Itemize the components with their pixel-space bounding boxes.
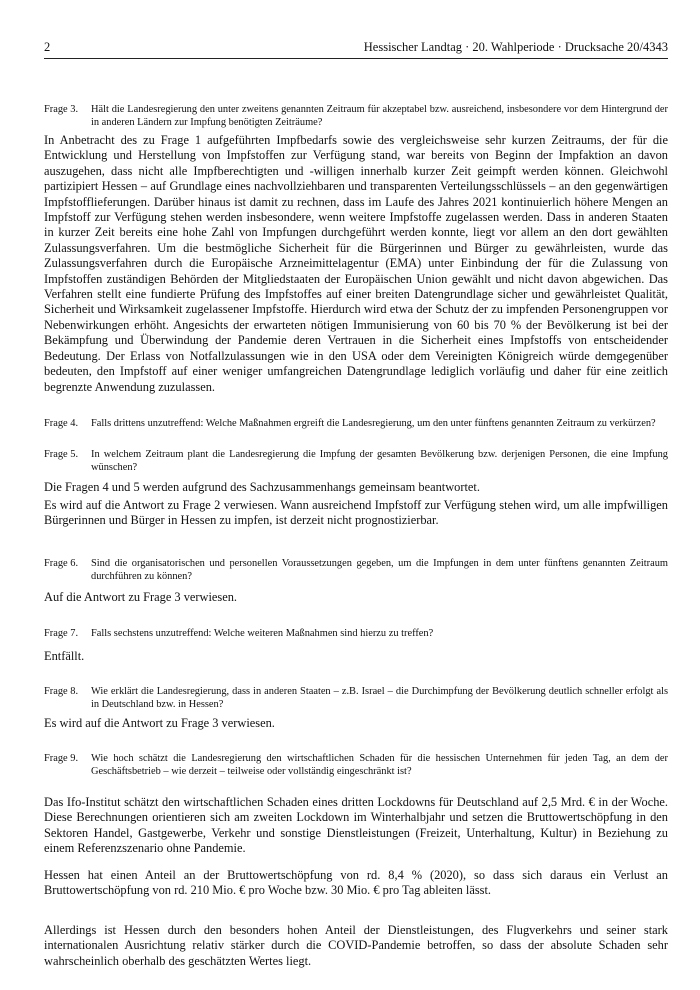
- page-header: [44, 38, 668, 59]
- question-label: Frage 9.: [44, 753, 79, 764]
- answer-9-paragraph-2: Hessen hat einen Anteil an der Bruttowertschöpfung von rd. 8,4 % (2020), so dass sich daraus ein Verlust an Bruttowertschöpfung von rd. 210 Mio. € pro Woche bzw. 30 Mio. € pro Tag ableiten lässt.: [44, 868, 668, 898]
- question-label: Frage 5.: [44, 449, 79, 460]
- answer-4-5: Es wird auf die Antwort zu Frage 2 verwiesen. Wann ausreichend Impfstoff zur Verfügung stehen wird, um alle impfwilligen Bürgerinnen und Bürger in Hessen zu impfen, ist derzeit nicht prognostizierbar.: [44, 498, 668, 528]
- question-text: Wie erklärt die Landesregierung, dass in anderen Staaten – z.B. Israel – die Durchimpfung der Bevölkerung deutlich schneller erfolgt als in Deutschland bzw. in Hessen?: [91, 686, 668, 710]
- answer-3: In Anbetracht des zu Frage 1 aufgeführten Impfbedarfs sowie des vergleichsweise sehr kurzen Zeitraums, der für die Entwicklung und Herstellung von Impfstoffen zur Verfügung stand, war bereits von Beginn der Impfaktion an davon auszugehen, dass nicht alle Impfberechtigten und -willigen innerhalb kurzer Zeit geimpft werden können. Gleichwohl partizipiert Hessen – auf Grundlage eines nachvollziehbaren und transparenten Verteilungsschlüssels – an den gegenwärtigen Impfstofflieferungen. Darüber hinaus ist damit zu rechnen, dass im Laufe des Jahres 2021 kontinuierlich höhere Mengen an Impfstoff zur Verfügung stehen werden insbesondere, wenn weitere Impfstoffe zugelassen werden. Dass in anderen Staaten in kurzer Zeit bereits eine hohe Zahl von Impfungen durchgeführt werden konnte, liegt vor allem an den dort gewählten Zulassungsverfahren. Um die bestmögliche Sicherheit für die Bürgerinnen und Bürger zu gewährleisten, wurde das Zulassungsverfahren durch die Europäische Arzneimittelagentur (EMA) unter Einbindung der für die Zulassung von Impfstoffen zuständigen Behörden der Mitgliedstaaten der Europäischen Union gewählt und nicht davon abgewichen. Das Verfahren stellt eine fundierte Prüfung des Impfstoffes auf einer breiten Datengrundlage sicher und gewährleistet Qualität, Sicherheit und Wirksamkeit zugelassener Impfstoffe. Hierdurch wird etwa der Schutz der zu impfenden Personengruppen vor Nebenwirkungen erhöht. Angesichts der erwarteten nötigen Immunisierung von 60 bis 70 % der Bevölkerung ist bei der Bekämpfung und Überwindung der Pandemie deren Vertrauen in die Sicherheit eines Impfstoffs von entscheidender Bedeutung. Der Erlass von Notfallzulassungen wie in den USA oder dem Vereinigten Königreich würde demgegenüber bedeuten, den Impfstoff auf einer weniger umfangreichen Datengrundlage lediglich vorläufig und daher für eine zeitlich begrenzte Anwendung zuzulassen.: [44, 133, 668, 394]
- answer-9-paragraph-1: Das Ifo-Institut schätzt den wirtschaftlichen Schaden eines dritten Lockdowns für Deutschland auf 2,5 Mrd. € in der Woche. Diese Berechnungen orientieren sich am zweiten Lockdown im Winterhalbjahr und setzen die Bruttowertschöpfung in den Sektoren Handel, Gastgewerbe, Verkehr und sonstige Dienstleistungen (Freizeit, Unterhaltung, Kultur) in Beziehung zu einem Referenzszenario ohne Pandemie.: [44, 795, 668, 856]
- question-text: Falls drittens unzutreffend: Welche Maßnahmen ergreift die Landesregierung, um den unter fünftens genannten Zeitraum zu verkürzen?: [91, 418, 656, 429]
- header-meta: Hessischer Landtag · 20. Wahlperiode · Drucksache 20/4343: [363, 40, 668, 54]
- answer-4-5-intro: Die Fragen 4 und 5 werden aufgrund des Sachzusammenhangs gemeinsam beantwortet.: [44, 480, 480, 494]
- question-text: Wie hoch schätzt die Landesregierung den wirtschaftlichen Schaden für die hessischen Unternehmen für jeden Tag, an dem der Geschäftsbetrieb – wie derzeit – teilweise oder vollständig eingeschränkt ist?: [91, 753, 668, 777]
- question-label: Frage 7.: [44, 628, 79, 639]
- question-text: Falls sechstens unzutreffend: Welche weiteren Maßnahmen sind hierzu zu treffen?: [91, 628, 434, 639]
- question-label: Frage 3.: [44, 104, 79, 115]
- answer-7: Entfällt.: [44, 649, 85, 663]
- question-label: Frage 4.: [44, 418, 79, 429]
- question-text: In welchem Zeitraum plant die Landesregierung die Impfung der gesamten Bevölkerung bzw. derjenigen Personen, die eine Impfung wünschen?: [91, 449, 668, 473]
- question-label: Frage 6.: [44, 558, 79, 569]
- question-text: Sind die organisatorischen und personellen Voraussetzungen gegeben, um die Impfungen in dem unter fünftens genannten Zeitraum durchführen zu können?: [91, 558, 668, 582]
- page-number: 2: [44, 40, 51, 54]
- question-text: Hält die Landesregierung den unter zweitens genannten Zeitraum für akzeptabel bzw. ausreichend, insbesondere vor dem Hintergrund der in anderen Ländern zur Impfung benötigten Zeiträume?: [91, 104, 668, 128]
- answer-9-paragraph-3: Allerdings ist Hessen durch den besonders hohen Anteil der Dienstleistungen, des Flugverkehrs und seiner stark internationalen Ausrichtung relativ stärker durch die COVID-Pandemie betroffen, so dass der absolute Schaden sehr wahrscheinlich oberhalb des geschätzten Wertes liegt.: [44, 923, 668, 968]
- answer-8: Es wird auf die Antwort zu Frage 3 verwiesen.: [44, 716, 275, 730]
- question-label: Frage 8.: [44, 686, 79, 697]
- answer-6: Auf die Antwort zu Frage 3 verwiesen.: [44, 590, 238, 604]
